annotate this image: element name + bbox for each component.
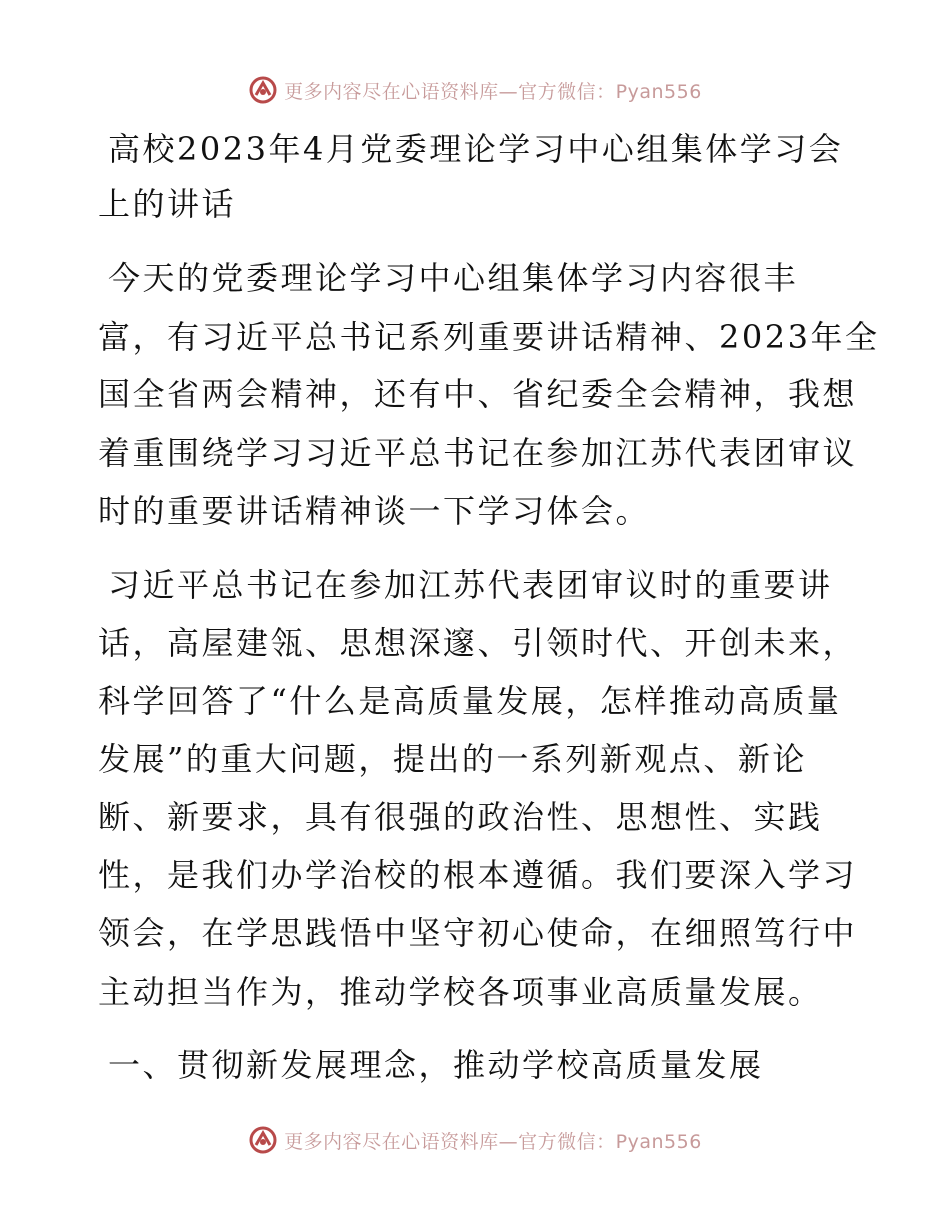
header-watermark: [0, 70, 950, 110]
document-title-line-2: 上的讲话: [98, 185, 237, 223]
paragraph-2-line-5: 断、新要求，具有很强的政治性、思想性、实践: [98, 798, 823, 836]
section-heading-1: 一、贯彻新发展理念，推动学校高质量发展: [108, 1046, 764, 1084]
watermark-text: 更多内容尽在心语资料库—官方微信：Pyan556: [284, 80, 702, 103]
watermark-text: 更多内容尽在心语资料库—官方微信：Pyan556: [284, 1130, 702, 1153]
paragraph-1-line-3: 国全省两会精神，还有中、省纪委全会精神，我想: [98, 375, 858, 413]
paragraph-1-line-2: 富，有习近平总书记系列重要讲话精神、2023年全: [98, 318, 880, 356]
footer-watermark: [0, 1120, 950, 1160]
red-seal-logo-icon: [248, 1125, 278, 1155]
paragraph-2-line-2: 话，高屋建瓴、思想深邃、引领时代、开创未来，: [98, 624, 858, 662]
paragraph-1-line-5: 时的重要讲话精神谈一下学习体会。: [98, 492, 651, 530]
paragraph-1-line-1: 今天的党委理论学习中心组集体学习内容很丰: [108, 259, 799, 297]
paragraph-2-line-4: 发展”的重大问题，提出的一系列新观点、新论: [98, 740, 807, 778]
paragraph-2-line-7: 领会，在学思践悟中坚守初心使命，在细照笃行中: [98, 914, 858, 952]
paragraph-1-line-4: 着重围绕学习习近平总书记在参加江苏代表团审议: [98, 434, 858, 472]
red-seal-logo-icon: [248, 75, 278, 105]
paragraph-2-line-3: 科学回答了“什么是高质量发展，怎样推动高质量: [98, 682, 842, 720]
paragraph-2-line-8: 主动担当作为，推动学校各项事业高质量发展。: [98, 973, 823, 1011]
paragraph-2-line-1: 习近平总书记在参加江苏代表团审议时的重要讲: [108, 566, 833, 604]
document-title-line-1: 高校2023年4月党委理论学习中心组集体学习会: [108, 130, 844, 168]
paragraph-2-line-6: 性，是我们办学治校的根本遵循。我们要深入学习: [98, 856, 858, 894]
